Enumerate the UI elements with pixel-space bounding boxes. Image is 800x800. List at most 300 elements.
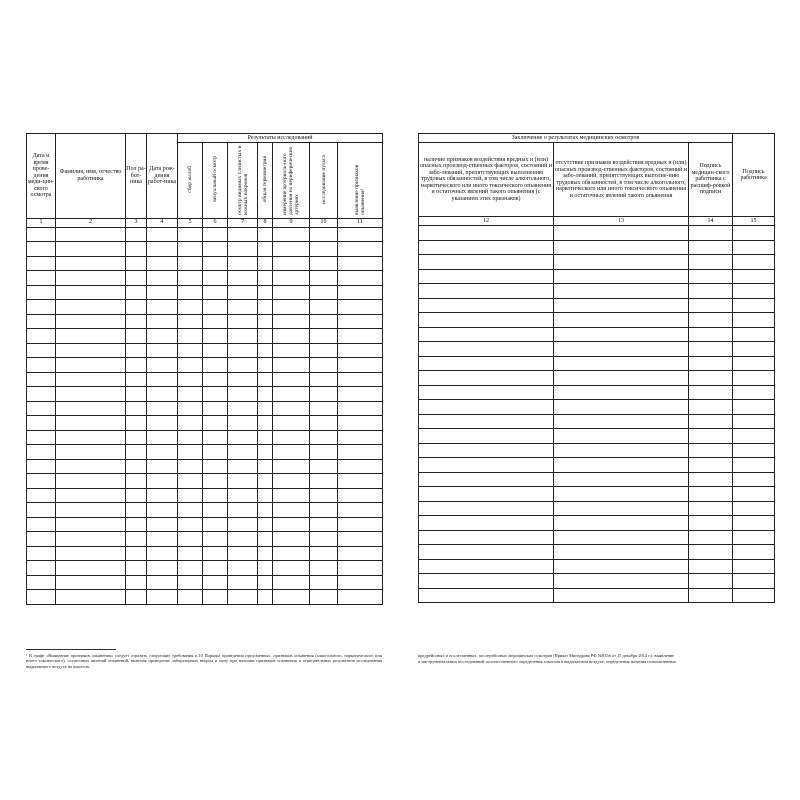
entry-cell[interactable] xyxy=(56,517,126,532)
entry-cell[interactable] xyxy=(56,488,126,503)
entry-cell[interactable] xyxy=(733,516,775,531)
entry-cell[interactable] xyxy=(27,401,56,416)
entry-cell[interactable] xyxy=(554,414,689,429)
entry-cell[interactable] xyxy=(554,226,689,241)
entry-cell[interactable] xyxy=(733,530,775,545)
entry-cell[interactable] xyxy=(554,342,689,357)
entry-cell[interactable] xyxy=(147,256,178,271)
entry-cell[interactable] xyxy=(147,575,178,590)
entry-cell[interactable] xyxy=(310,503,338,518)
entry-cell[interactable] xyxy=(273,314,310,329)
entry-cell[interactable] xyxy=(419,443,554,458)
entry-cell[interactable] xyxy=(147,329,178,344)
entry-cell[interactable] xyxy=(419,458,554,473)
entry-cell[interactable] xyxy=(419,574,554,589)
entry-cell[interactable] xyxy=(733,458,775,473)
entry-cell[interactable] xyxy=(56,532,126,547)
entry-cell[interactable] xyxy=(228,401,258,416)
entry-cell[interactable] xyxy=(554,284,689,299)
entry-cell[interactable] xyxy=(419,240,554,255)
entry-cell[interactable] xyxy=(689,240,733,255)
entry-cell[interactable] xyxy=(228,517,258,532)
entry-cell[interactable] xyxy=(126,227,147,242)
entry-cell[interactable] xyxy=(178,445,203,460)
entry-cell[interactable] xyxy=(203,401,228,416)
entry-cell[interactable] xyxy=(126,590,147,605)
entry-cell[interactable] xyxy=(338,329,383,344)
entry-cell[interactable] xyxy=(56,503,126,518)
entry-cell[interactable] xyxy=(419,313,554,328)
entry-cell[interactable] xyxy=(419,356,554,371)
entry-cell[interactable] xyxy=(203,256,228,271)
entry-cell[interactable] xyxy=(689,269,733,284)
entry-cell[interactable] xyxy=(203,561,228,576)
entry-cell[interactable] xyxy=(310,300,338,315)
entry-cell[interactable] xyxy=(228,474,258,489)
entry-cell[interactable] xyxy=(733,240,775,255)
entry-cell[interactable] xyxy=(203,343,228,358)
entry-cell[interactable] xyxy=(689,472,733,487)
entry-cell[interactable] xyxy=(228,343,258,358)
entry-cell[interactable] xyxy=(258,372,273,387)
entry-cell[interactable] xyxy=(689,371,733,386)
entry-cell[interactable] xyxy=(228,358,258,373)
entry-cell[interactable] xyxy=(554,559,689,574)
entry-cell[interactable] xyxy=(178,227,203,242)
entry-cell[interactable] xyxy=(126,343,147,358)
entry-cell[interactable] xyxy=(56,387,126,402)
entry-cell[interactable] xyxy=(273,300,310,315)
entry-cell[interactable] xyxy=(228,227,258,242)
entry-cell[interactable] xyxy=(554,516,689,531)
entry-cell[interactable] xyxy=(258,227,273,242)
entry-cell[interactable] xyxy=(689,414,733,429)
entry-cell[interactable] xyxy=(554,588,689,603)
entry-cell[interactable] xyxy=(27,474,56,489)
entry-cell[interactable] xyxy=(273,590,310,605)
entry-cell[interactable] xyxy=(178,488,203,503)
entry-cell[interactable] xyxy=(147,517,178,532)
entry-cell[interactable] xyxy=(27,561,56,576)
entry-cell[interactable] xyxy=(733,545,775,560)
entry-cell[interactable] xyxy=(258,503,273,518)
entry-cell[interactable] xyxy=(258,445,273,460)
entry-cell[interactable] xyxy=(554,458,689,473)
entry-cell[interactable] xyxy=(27,546,56,561)
entry-cell[interactable] xyxy=(733,356,775,371)
entry-cell[interactable] xyxy=(310,517,338,532)
entry-cell[interactable] xyxy=(178,546,203,561)
entry-cell[interactable] xyxy=(203,372,228,387)
entry-cell[interactable] xyxy=(178,372,203,387)
entry-cell[interactable] xyxy=(338,387,383,402)
entry-cell[interactable] xyxy=(27,372,56,387)
entry-cell[interactable] xyxy=(178,387,203,402)
entry-cell[interactable] xyxy=(419,269,554,284)
entry-cell[interactable] xyxy=(178,459,203,474)
entry-cell[interactable] xyxy=(258,517,273,532)
entry-cell[interactable] xyxy=(228,256,258,271)
entry-cell[interactable] xyxy=(310,561,338,576)
entry-cell[interactable] xyxy=(203,445,228,460)
entry-cell[interactable] xyxy=(689,443,733,458)
entry-cell[interactable] xyxy=(689,342,733,357)
entry-cell[interactable] xyxy=(203,503,228,518)
entry-cell[interactable] xyxy=(126,459,147,474)
entry-cell[interactable] xyxy=(419,429,554,444)
entry-cell[interactable] xyxy=(147,314,178,329)
entry-cell[interactable] xyxy=(419,342,554,357)
entry-cell[interactable] xyxy=(203,546,228,561)
entry-cell[interactable] xyxy=(258,488,273,503)
entry-cell[interactable] xyxy=(310,445,338,460)
entry-cell[interactable] xyxy=(126,314,147,329)
entry-cell[interactable] xyxy=(733,443,775,458)
entry-cell[interactable] xyxy=(147,459,178,474)
entry-cell[interactable] xyxy=(273,285,310,300)
entry-cell[interactable] xyxy=(203,285,228,300)
entry-cell[interactable] xyxy=(178,561,203,576)
entry-cell[interactable] xyxy=(27,532,56,547)
entry-cell[interactable] xyxy=(147,401,178,416)
entry-cell[interactable] xyxy=(273,227,310,242)
entry-cell[interactable] xyxy=(554,574,689,589)
entry-cell[interactable] xyxy=(56,445,126,460)
entry-cell[interactable] xyxy=(203,314,228,329)
entry-cell[interactable] xyxy=(56,285,126,300)
entry-cell[interactable] xyxy=(419,255,554,270)
entry-cell[interactable] xyxy=(203,575,228,590)
entry-cell[interactable] xyxy=(126,300,147,315)
entry-cell[interactable] xyxy=(273,488,310,503)
entry-cell[interactable] xyxy=(689,487,733,502)
entry-cell[interactable] xyxy=(178,329,203,344)
entry-cell[interactable] xyxy=(203,430,228,445)
entry-cell[interactable] xyxy=(258,285,273,300)
entry-cell[interactable] xyxy=(689,226,733,241)
entry-cell[interactable] xyxy=(733,385,775,400)
entry-cell[interactable] xyxy=(258,561,273,576)
entry-cell[interactable] xyxy=(126,517,147,532)
entry-cell[interactable] xyxy=(338,256,383,271)
entry-cell[interactable] xyxy=(554,400,689,415)
entry-cell[interactable] xyxy=(228,445,258,460)
entry-cell[interactable] xyxy=(203,300,228,315)
entry-cell[interactable] xyxy=(273,517,310,532)
entry-cell[interactable] xyxy=(419,226,554,241)
entry-cell[interactable] xyxy=(147,227,178,242)
entry-cell[interactable] xyxy=(147,474,178,489)
entry-cell[interactable] xyxy=(27,488,56,503)
entry-cell[interactable] xyxy=(147,372,178,387)
entry-cell[interactable] xyxy=(258,416,273,431)
entry-cell[interactable] xyxy=(203,488,228,503)
entry-cell[interactable] xyxy=(689,284,733,299)
entry-cell[interactable] xyxy=(338,546,383,561)
entry-cell[interactable] xyxy=(126,358,147,373)
entry-cell[interactable] xyxy=(338,430,383,445)
entry-cell[interactable] xyxy=(228,285,258,300)
entry-cell[interactable] xyxy=(228,575,258,590)
entry-cell[interactable] xyxy=(689,516,733,531)
entry-cell[interactable] xyxy=(228,590,258,605)
entry-cell[interactable] xyxy=(126,285,147,300)
entry-cell[interactable] xyxy=(273,561,310,576)
entry-cell[interactable] xyxy=(147,546,178,561)
entry-cell[interactable] xyxy=(338,503,383,518)
entry-cell[interactable] xyxy=(554,530,689,545)
entry-cell[interactable] xyxy=(147,590,178,605)
entry-cell[interactable] xyxy=(126,532,147,547)
entry-cell[interactable] xyxy=(689,298,733,313)
entry-cell[interactable] xyxy=(419,414,554,429)
entry-cell[interactable] xyxy=(228,416,258,431)
entry-cell[interactable] xyxy=(273,532,310,547)
entry-cell[interactable] xyxy=(733,414,775,429)
entry-cell[interactable] xyxy=(203,329,228,344)
entry-cell[interactable] xyxy=(273,271,310,286)
entry-cell[interactable] xyxy=(178,242,203,257)
entry-cell[interactable] xyxy=(310,488,338,503)
entry-cell[interactable] xyxy=(27,343,56,358)
entry-cell[interactable] xyxy=(126,401,147,416)
entry-cell[interactable] xyxy=(273,459,310,474)
entry-cell[interactable] xyxy=(310,532,338,547)
entry-cell[interactable] xyxy=(126,329,147,344)
entry-cell[interactable] xyxy=(147,430,178,445)
entry-cell[interactable] xyxy=(419,545,554,560)
entry-cell[interactable] xyxy=(56,459,126,474)
entry-cell[interactable] xyxy=(338,517,383,532)
entry-cell[interactable] xyxy=(228,488,258,503)
entry-cell[interactable] xyxy=(310,459,338,474)
entry-cell[interactable] xyxy=(178,532,203,547)
entry-cell[interactable] xyxy=(27,416,56,431)
entry-cell[interactable] xyxy=(273,372,310,387)
entry-cell[interactable] xyxy=(228,561,258,576)
entry-cell[interactable] xyxy=(689,385,733,400)
entry-cell[interactable] xyxy=(689,559,733,574)
entry-cell[interactable] xyxy=(258,590,273,605)
entry-cell[interactable] xyxy=(689,530,733,545)
entry-cell[interactable] xyxy=(228,546,258,561)
entry-cell[interactable] xyxy=(419,298,554,313)
entry-cell[interactable] xyxy=(338,314,383,329)
entry-cell[interactable] xyxy=(203,590,228,605)
entry-cell[interactable] xyxy=(733,269,775,284)
entry-cell[interactable] xyxy=(258,314,273,329)
entry-cell[interactable] xyxy=(338,575,383,590)
entry-cell[interactable] xyxy=(554,255,689,270)
entry-cell[interactable] xyxy=(310,372,338,387)
entry-cell[interactable] xyxy=(733,429,775,444)
entry-cell[interactable] xyxy=(689,356,733,371)
entry-cell[interactable] xyxy=(178,401,203,416)
entry-cell[interactable] xyxy=(338,285,383,300)
entry-cell[interactable] xyxy=(689,429,733,444)
entry-cell[interactable] xyxy=(27,590,56,605)
entry-cell[interactable] xyxy=(27,256,56,271)
entry-cell[interactable] xyxy=(733,588,775,603)
entry-cell[interactable] xyxy=(56,372,126,387)
entry-cell[interactable] xyxy=(228,459,258,474)
entry-cell[interactable] xyxy=(419,487,554,502)
entry-cell[interactable] xyxy=(689,313,733,328)
entry-cell[interactable] xyxy=(338,343,383,358)
entry-cell[interactable] xyxy=(273,343,310,358)
entry-cell[interactable] xyxy=(178,416,203,431)
entry-cell[interactable] xyxy=(178,517,203,532)
entry-cell[interactable] xyxy=(419,588,554,603)
entry-cell[interactable] xyxy=(258,401,273,416)
entry-cell[interactable] xyxy=(56,575,126,590)
entry-cell[interactable] xyxy=(733,284,775,299)
entry-cell[interactable] xyxy=(338,445,383,460)
entry-cell[interactable] xyxy=(273,445,310,460)
entry-cell[interactable] xyxy=(56,343,126,358)
entry-cell[interactable] xyxy=(56,416,126,431)
entry-cell[interactable] xyxy=(310,416,338,431)
entry-cell[interactable] xyxy=(27,575,56,590)
entry-cell[interactable] xyxy=(338,488,383,503)
entry-cell[interactable] xyxy=(310,546,338,561)
entry-cell[interactable] xyxy=(178,256,203,271)
entry-cell[interactable] xyxy=(419,327,554,342)
entry-cell[interactable] xyxy=(228,430,258,445)
entry-cell[interactable] xyxy=(338,401,383,416)
entry-cell[interactable] xyxy=(56,590,126,605)
entry-cell[interactable] xyxy=(56,401,126,416)
entry-cell[interactable] xyxy=(147,285,178,300)
entry-cell[interactable] xyxy=(338,590,383,605)
entry-cell[interactable] xyxy=(258,546,273,561)
entry-cell[interactable] xyxy=(733,400,775,415)
entry-cell[interactable] xyxy=(554,313,689,328)
entry-cell[interactable] xyxy=(338,242,383,257)
entry-cell[interactable] xyxy=(126,416,147,431)
entry-cell[interactable] xyxy=(126,575,147,590)
entry-cell[interactable] xyxy=(733,487,775,502)
entry-cell[interactable] xyxy=(273,387,310,402)
entry-cell[interactable] xyxy=(126,256,147,271)
entry-cell[interactable] xyxy=(228,503,258,518)
entry-cell[interactable] xyxy=(273,329,310,344)
entry-cell[interactable] xyxy=(228,300,258,315)
entry-cell[interactable] xyxy=(273,474,310,489)
entry-cell[interactable] xyxy=(147,561,178,576)
entry-cell[interactable] xyxy=(310,401,338,416)
entry-cell[interactable] xyxy=(178,343,203,358)
entry-cell[interactable] xyxy=(178,430,203,445)
entry-cell[interactable] xyxy=(228,387,258,402)
entry-cell[interactable] xyxy=(56,329,126,344)
entry-cell[interactable] xyxy=(203,416,228,431)
entry-cell[interactable] xyxy=(203,358,228,373)
entry-cell[interactable] xyxy=(273,430,310,445)
entry-cell[interactable] xyxy=(338,271,383,286)
entry-cell[interactable] xyxy=(258,575,273,590)
entry-cell[interactable] xyxy=(228,372,258,387)
entry-cell[interactable] xyxy=(338,227,383,242)
entry-cell[interactable] xyxy=(419,284,554,299)
entry-cell[interactable] xyxy=(27,387,56,402)
entry-cell[interactable] xyxy=(27,445,56,460)
entry-cell[interactable] xyxy=(338,372,383,387)
entry-cell[interactable] xyxy=(689,588,733,603)
entry-cell[interactable] xyxy=(27,358,56,373)
entry-cell[interactable] xyxy=(147,387,178,402)
entry-cell[interactable] xyxy=(689,327,733,342)
entry-cell[interactable] xyxy=(554,240,689,255)
entry-cell[interactable] xyxy=(203,517,228,532)
entry-cell[interactable] xyxy=(258,430,273,445)
entry-cell[interactable] xyxy=(733,559,775,574)
entry-cell[interactable] xyxy=(419,385,554,400)
entry-cell[interactable] xyxy=(554,385,689,400)
entry-cell[interactable] xyxy=(733,342,775,357)
entry-cell[interactable] xyxy=(310,343,338,358)
entry-cell[interactable] xyxy=(554,501,689,516)
entry-cell[interactable] xyxy=(147,271,178,286)
entry-cell[interactable] xyxy=(228,314,258,329)
entry-cell[interactable] xyxy=(419,501,554,516)
entry-cell[interactable] xyxy=(178,503,203,518)
entry-cell[interactable] xyxy=(258,474,273,489)
entry-cell[interactable] xyxy=(178,575,203,590)
entry-cell[interactable] xyxy=(310,227,338,242)
entry-cell[interactable] xyxy=(178,271,203,286)
entry-cell[interactable] xyxy=(258,459,273,474)
entry-cell[interactable] xyxy=(554,371,689,386)
entry-cell[interactable] xyxy=(228,532,258,547)
entry-cell[interactable] xyxy=(147,445,178,460)
entry-cell[interactable] xyxy=(147,416,178,431)
entry-cell[interactable] xyxy=(126,387,147,402)
entry-cell[interactable] xyxy=(27,517,56,532)
entry-cell[interactable] xyxy=(689,400,733,415)
entry-cell[interactable] xyxy=(338,474,383,489)
entry-cell[interactable] xyxy=(56,314,126,329)
entry-cell[interactable] xyxy=(56,474,126,489)
entry-cell[interactable] xyxy=(126,488,147,503)
entry-cell[interactable] xyxy=(258,343,273,358)
entry-cell[interactable] xyxy=(147,300,178,315)
entry-cell[interactable] xyxy=(733,371,775,386)
entry-cell[interactable] xyxy=(126,546,147,561)
entry-cell[interactable] xyxy=(689,255,733,270)
entry-cell[interactable] xyxy=(733,501,775,516)
entry-cell[interactable] xyxy=(56,561,126,576)
entry-cell[interactable] xyxy=(554,298,689,313)
entry-cell[interactable] xyxy=(27,227,56,242)
entry-cell[interactable] xyxy=(554,429,689,444)
entry-cell[interactable] xyxy=(147,503,178,518)
entry-cell[interactable] xyxy=(554,269,689,284)
entry-cell[interactable] xyxy=(689,545,733,560)
entry-cell[interactable] xyxy=(147,358,178,373)
entry-cell[interactable] xyxy=(310,575,338,590)
entry-cell[interactable] xyxy=(27,242,56,257)
entry-cell[interactable] xyxy=(56,358,126,373)
entry-cell[interactable] xyxy=(338,561,383,576)
entry-cell[interactable] xyxy=(258,358,273,373)
entry-cell[interactable] xyxy=(203,474,228,489)
entry-cell[interactable] xyxy=(147,242,178,257)
entry-cell[interactable] xyxy=(419,559,554,574)
entry-cell[interactable] xyxy=(203,271,228,286)
entry-cell[interactable] xyxy=(733,255,775,270)
entry-cell[interactable] xyxy=(56,227,126,242)
